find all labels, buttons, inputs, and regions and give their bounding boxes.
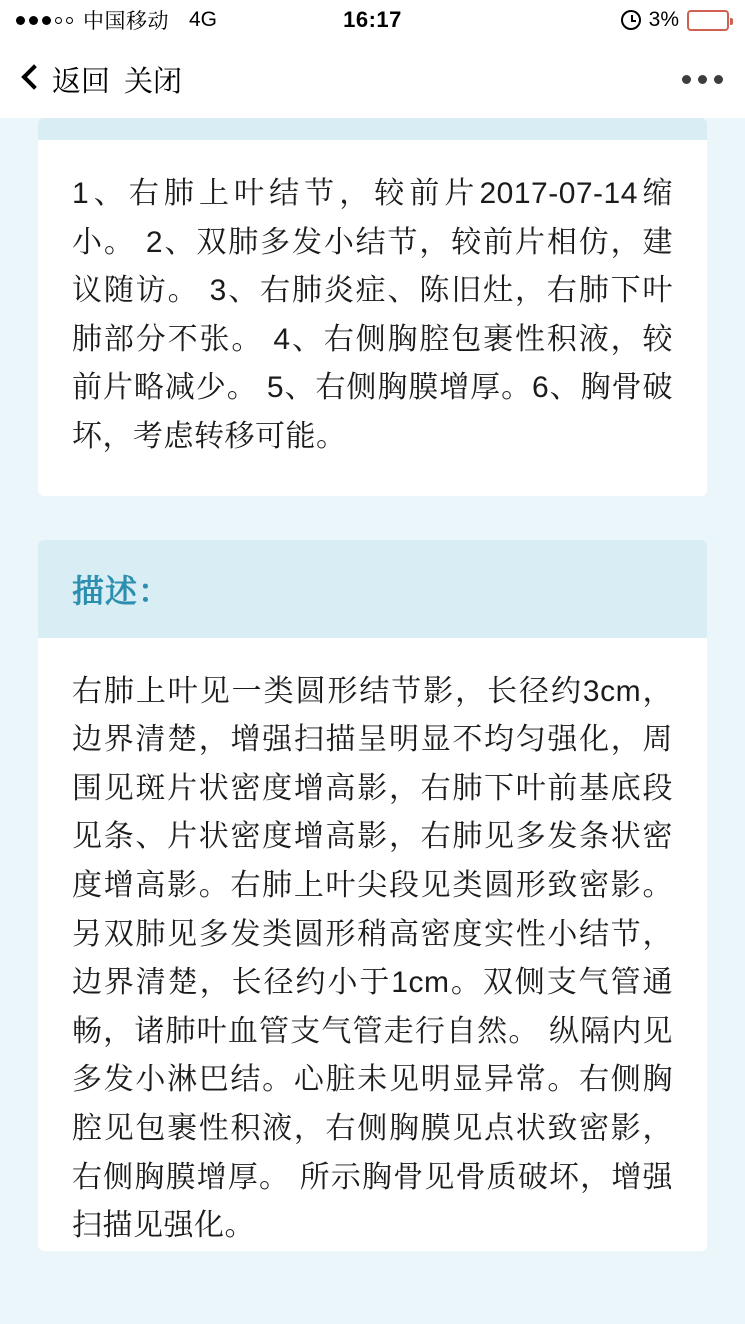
report-content[interactable] [0,118,745,1324]
navigation-bar-left [22,59,182,100]
network-type-label: 4G [189,8,218,31]
back-button[interactable]: 返回 [52,65,111,98]
status-bar [0,0,745,40]
description-card [38,540,707,1251]
diagnosis-card [38,118,707,496]
diagnosis-text: 1、右肺上叶结节，较前片2017-07-14缩小。 2、双肺多发小结节，较前片相仿，建议随访。 3、右肺炎症、陈旧灶，右肺下叶肺部分不张。 4、右侧胸腔包裹性积液，较前片略减少。 5、右侧胸膜增厚。6、胸骨破坏，考虑转移可能。 [72,177,673,453]
battery-low-icon [687,10,729,31]
close-button[interactable]: 关闭 [124,65,183,98]
clock-label: 16:17 [343,7,402,32]
status-bar-right [621,8,729,32]
navigation-bar [0,40,745,118]
description-title: 描述： [72,572,172,609]
diagnosis-card-header [38,118,707,140]
chevron-left-icon[interactable] [22,65,38,93]
battery-percent-label: 3% [648,8,679,31]
description-text: 右肺上叶见一类圆形结节影，长径约3cm，边界清楚，增强扫描呈明显不均匀强化，周围见斑片状密度增高影，右肺下叶前基底段见条、片状密度增高影，右肺见多发条状密度增高影。右肺上叶尖段见类圆形致密影。另双肺见多发类圆形稍高密度实性小结节，边界清楚，长径约小于1cm。双侧支气管通畅，诸肺叶血管支气管走行自然。 纵隔内见多发小淋巴结。心脏未见明显异常。右侧胸腔见包裹性积液，右侧胸膜见点状致密影，右侧胸膜增厚。 所示胸骨见骨质破坏，增强扫描见强化。 [72,674,673,1243]
description-card-header [38,540,707,638]
more-horizontal-icon[interactable] [682,75,723,84]
carrier-label: 中国移动 [83,10,169,33]
alarm-clock-icon [621,10,641,30]
